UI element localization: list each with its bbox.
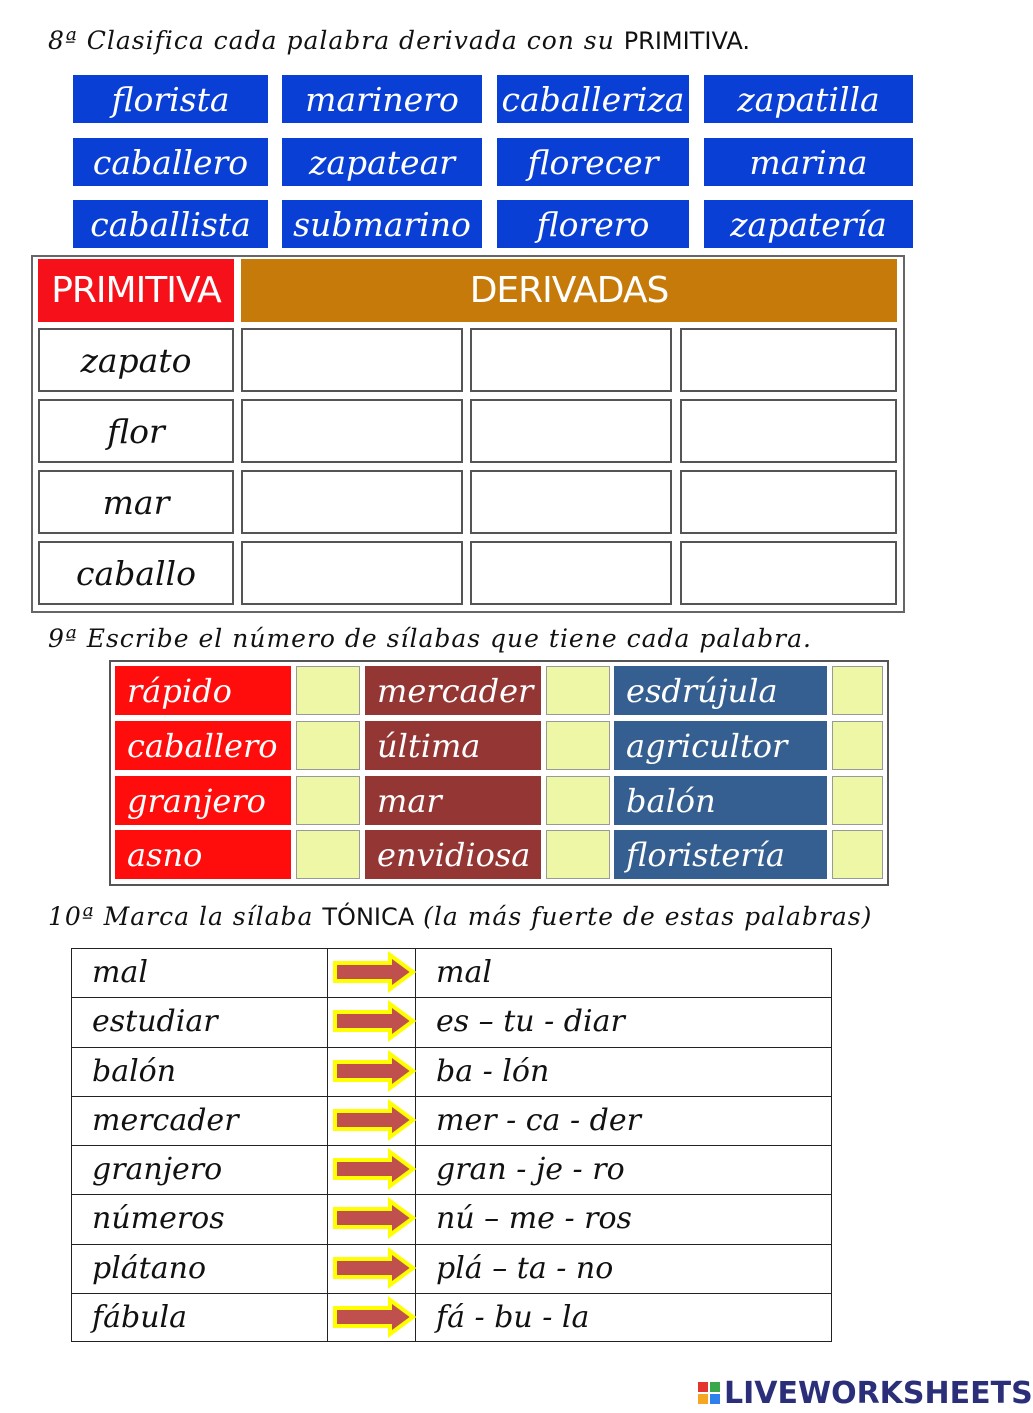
derivada-answer-cell[interactable] [680,470,897,534]
word-cell: estudiar [92,1004,218,1040]
derivada-answer-cell[interactable] [241,541,463,605]
word-cell: plátano [92,1250,207,1286]
word-tile[interactable]: marinero [282,75,482,123]
header-primitiva: PRIMITIVA [38,259,234,322]
word-tile[interactable]: caballista [73,200,268,248]
primitiva-cell: caballo [38,541,234,605]
syllables-cell[interactable]: gran - je - ro [436,1152,625,1188]
word-cell: mercader [92,1102,239,1138]
word-tile[interactable]: caballeriza [497,75,689,123]
word-tile[interactable]: florecer [497,138,689,186]
header-derivadas: DERIVADAS [241,259,897,322]
syllable-count-input[interactable] [832,776,883,825]
exercise-10-heading-caps: TÓNICA [322,903,415,931]
syllables-cell[interactable]: es – tu - diar [436,1004,625,1040]
derivada-answer-cell[interactable] [680,541,897,605]
syllable-count-input[interactable] [296,776,360,825]
derivada-answer-cell[interactable] [470,399,672,463]
syllable-count-input[interactable] [546,830,610,879]
syllable-count-input[interactable] [832,666,883,715]
syllable-word: mercader [365,666,541,715]
right-arrow-icon [332,1198,416,1238]
syllable-count-input[interactable] [296,666,360,715]
syllables-cell[interactable]: fá - bu - la [436,1299,590,1335]
primitiva-cell: mar [38,470,234,534]
syllable-count-input[interactable] [546,776,610,825]
derivada-answer-cell[interactable] [680,399,897,463]
syllable-count-input[interactable] [546,666,610,715]
word-cell: balón [92,1053,177,1089]
exercise-10-heading [48,902,872,931]
right-arrow-icon [332,1051,416,1091]
syllable-word: granjero [115,776,291,825]
syllable-word: esdrújula [614,666,827,715]
right-arrow-icon [332,1248,416,1288]
syllables-cell[interactable]: mer - ca - der [436,1102,641,1138]
word-tile[interactable]: zapatear [282,138,482,186]
syllable-word: última [365,721,541,770]
logo-text: LIVEWORKSHEETS [724,1375,1033,1411]
derivada-answer-cell[interactable] [241,399,463,463]
word-tile[interactable]: zapatilla [704,75,913,123]
liveworksheets-logo-icon [698,1382,720,1404]
exercise-9-heading: 9ª Escribe el número de sílabas que tiene cada palabra. [48,624,812,653]
exercise-10-heading-tail: (la más fuerte de estas palabras) [423,902,873,931]
word-cell: números [92,1201,225,1237]
syllables-cell[interactable]: ba - lón [436,1053,550,1089]
right-arrow-icon [332,1001,416,1041]
primitiva-cell: flor [38,399,234,463]
derivada-answer-cell[interactable] [680,328,897,392]
word-tile[interactable]: zapatería [704,200,913,248]
right-arrow-icon [332,1297,416,1337]
derivada-answer-cell[interactable] [470,470,672,534]
primitiva-cell: zapato [38,328,234,392]
syllables-cell[interactable]: nú – me - ros [436,1201,632,1237]
word-tile[interactable]: caballero [73,138,268,186]
derivada-answer-cell[interactable] [470,541,672,605]
exercise-8-heading-text: 8ª Clasifica cada palabra derivada con su [48,26,615,55]
syllable-word: asno [115,830,291,879]
syllable-count-input[interactable] [832,721,883,770]
syllable-count-input[interactable] [546,721,610,770]
syllable-word: agricultor [614,721,827,770]
derivada-answer-cell[interactable] [241,470,463,534]
word-tile[interactable]: florero [497,200,689,248]
exercise-10-heading-text: 10ª Marca la sílaba [48,902,314,931]
derivada-answer-cell[interactable] [241,328,463,392]
syllable-word: balón [614,776,827,825]
syllable-count-input[interactable] [832,830,883,879]
syllable-count-input[interactable] [296,830,360,879]
right-arrow-icon [332,1149,416,1189]
word-cell: fábula [92,1299,187,1335]
syllable-word: envidiosa [365,830,541,879]
syllables-cell[interactable]: mal [436,955,492,991]
syllable-word: floristería [614,830,827,879]
word-tile[interactable]: florista [73,75,268,123]
liveworksheets-logo [698,1376,1033,1410]
syllable-word: rápido [115,666,291,715]
syllable-word: caballero [115,721,291,770]
word-tile[interactable]: submarino [282,200,482,248]
syllable-word: mar [365,776,541,825]
right-arrow-icon [332,1100,416,1140]
syllable-count-input[interactable] [296,721,360,770]
exercise-8-heading [48,26,750,55]
right-arrow-icon [332,952,416,992]
derivada-answer-cell[interactable] [470,328,672,392]
exercise-8-heading-caps: PRIMITIVA. [623,27,750,55]
word-cell: granjero [92,1152,223,1188]
word-cell: mal [92,955,148,991]
syllables-cell[interactable]: plá – ta - no [436,1250,614,1286]
word-tile[interactable]: marina [704,138,913,186]
